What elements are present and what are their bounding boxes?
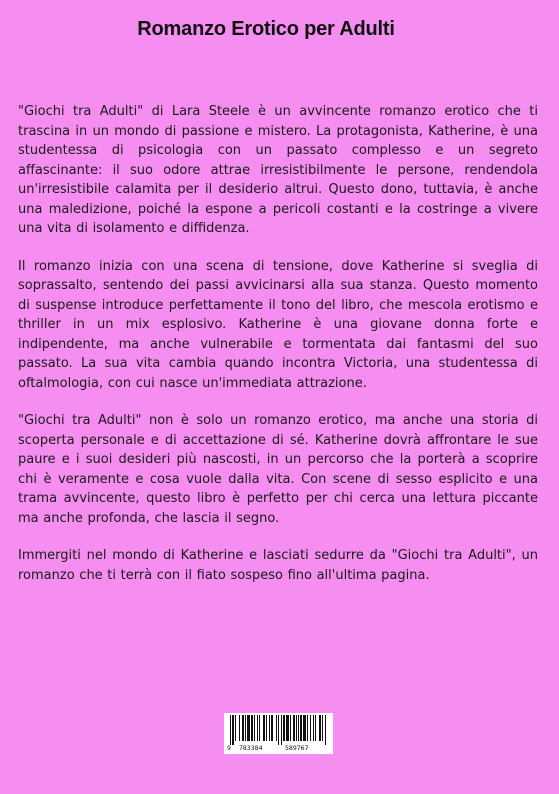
back-cover-blurb — [18, 102, 538, 603]
book-title: Romanzo Erotico per Adulti — [137, 18, 395, 40]
isbn-barcode — [224, 713, 333, 754]
barcode-group-1: 783384 — [239, 744, 263, 752]
blurb-paragraph: Immergiti nel mondo di Katherine e lasciati sedurre da "Giochi tra Adulti", un romanzo che ti terrà con il fiato sospeso fino all'ultima pagina. — [18, 548, 538, 583]
blurb-paragraph: Il romanzo inizia con una scena di tensione, dove Katherine si sveglia di soprassalto, sentendo dei passi avvicinarsi alla sua stanza. Questo momento di suspense introduce perfettamente il tono del libro, che mescola erotismo e thriller in un mix esplosivo. Katherine è una giovane donna forte e indipendente, ma anche vulnerabile e tormentata dai fantasmi del suo passato. La sua vita cambia quando incontra Victoria, una studentessa di oftalmologia, con cui nasce un'immediata attrazione. — [18, 258, 538, 391]
blurb-paragraph: "Giochi tra Adulti" di Lara Steele è un avvincente romanzo erotico che ti trascina in un mondo di passione e mistero. La protagonista, Katherine, è una studentessa di psicologia con un passato complesso e un segreto affascinante: il suo odore attrae irresistibilmente le persone, rendendola un'irresistibile calamita per il desiderio altrui. Questo dono, tuttavia, è anche una maledizione, poiché la espone a pericoli costanti e la costringe a vivere una vita di isolamento e diffidenza. — [18, 104, 538, 236]
barcode-group-2: 589767 — [285, 744, 309, 752]
barcode-digits — [224, 744, 333, 752]
blurb-paragraph: "Giochi tra Adulti" non è solo un romanzo erotico, ma anche una storia di scoperta personale e di accettazione di sé. Katherine dovrà affrontare le sue paure e i suoi desideri più nascosti, in un percorso che la porterà a scoprire chi è veramente e cosa vuole dalla vita. Con scene di sesso esplicito e una trama avvincente, questo libro è perfetto per chi cerca una lettura piccante ma anche profonda, che lascia il segno. — [18, 413, 538, 526]
barcode-prefix-digit: 9 — [227, 744, 231, 752]
